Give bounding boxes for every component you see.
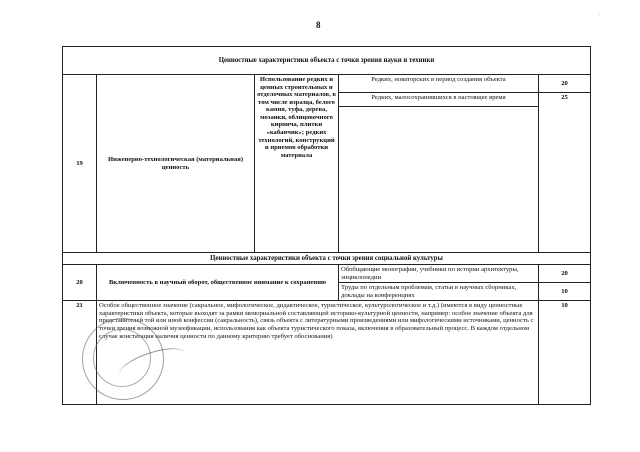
criterion-value: Редких, новаторских в период создания объекта	[339, 75, 539, 93]
page-number: 8	[316, 20, 321, 30]
score-value: 20	[539, 265, 591, 283]
table-row-20	[63, 265, 591, 283]
criterion-description: Особое общественное значение (сакральное, мифологическое, дидактическое, туристическое, культурологическое и т.д.) (имеются в виду ценностные характеристики объекта, которые выходят за рамки мемориальной составляющей историко-культурной ценности, например: особое значение объекта для представителей той или иной конфессии (сакральность), связь объекта с литературными произведениями или мифологическими источниками, ценность с точки зрения возможной музеефикации, использования как объекта туристического показа, включения в образовательный процесс. В каждом отдельном случае констатация наличия ценности по данному критерию требует обоснования)	[97, 301, 539, 405]
score-value: 20	[539, 75, 591, 93]
section-title-social: Ценностные характеристики объекта с точки зрения социальной культуры	[63, 253, 591, 265]
score-value: 10	[539, 283, 591, 301]
row-number: 20	[63, 265, 97, 301]
empty-cell	[339, 107, 539, 253]
row-number: 21	[63, 301, 97, 405]
section-header-science	[63, 47, 591, 75]
section-header-social	[63, 253, 591, 265]
criterion-name: Инженерно-технологическая (материальная) ценность	[97, 75, 255, 253]
section-title-science: Ценностные характеристики объекта с точки зрения науки и техники	[63, 47, 591, 75]
criterion-value: Редких, малосохранившихся в настоящее время	[339, 93, 539, 107]
criterion-value: Труды по отдельным проблемам, статьи в научных сборниках, доклады на конференциях	[339, 283, 539, 301]
criterion-subtype: Использование редких и ценных строительных и отделочных материалов, в том числе изразца, белого камня, туфа, дерева, мозаики, облицовочного кирпича, плитки «кабанчик»; редких технологий, конструкций и приемов обработки материала	[255, 75, 339, 253]
criterion-value: Обобщающие монографии, учебники по истории архитектуры, энциклопедии	[339, 265, 539, 283]
criterion-name: Включенность в научный оборот, общественное внимание к сохранению	[97, 265, 339, 301]
table-row-19	[63, 75, 591, 93]
corner-mark: ·	[598, 12, 600, 18]
score-value: 25	[539, 93, 591, 253]
score-value: 10	[539, 301, 591, 405]
row-number: 19	[63, 75, 97, 253]
